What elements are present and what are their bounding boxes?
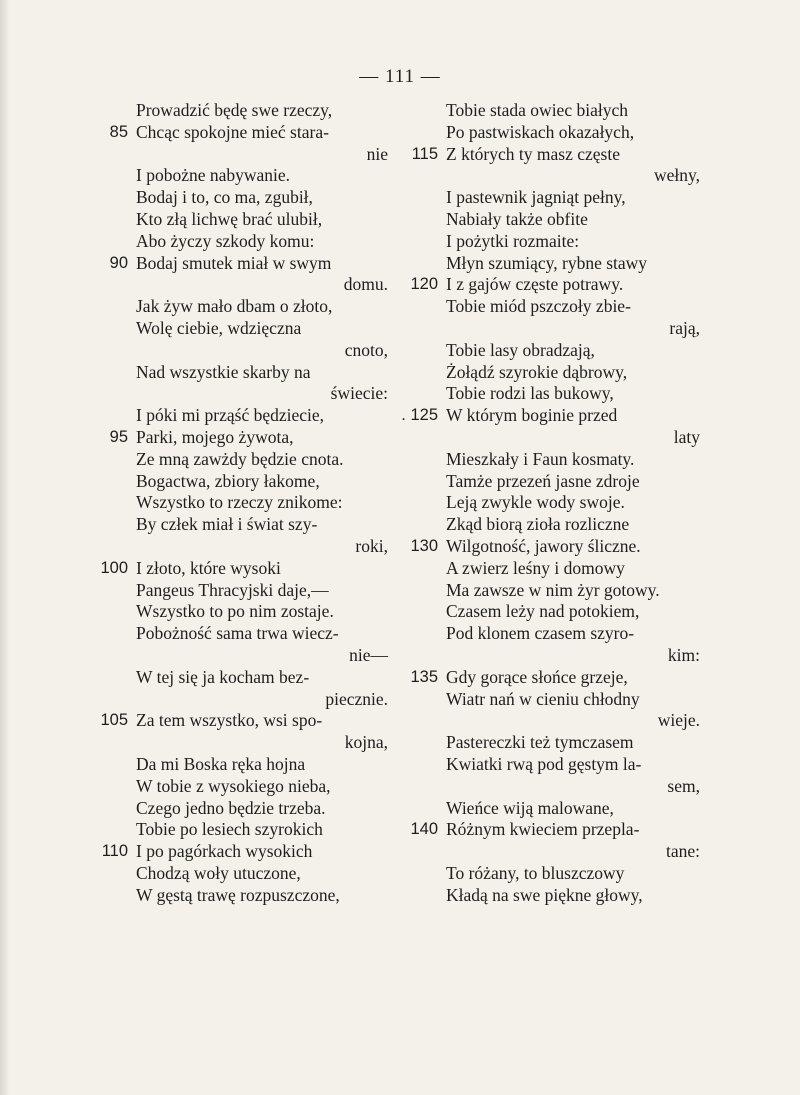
line-number: 140 (410, 820, 438, 839)
verse-line (398, 536, 700, 558)
verse-text: I z gajów częste potrawy. (446, 274, 624, 295)
verse-line (88, 667, 388, 689)
verse-text: Chcąc spokojne mieć stara- (136, 121, 329, 142)
verse-text: sem, (667, 775, 700, 796)
verse-line (398, 492, 700, 514)
verse-line (398, 580, 700, 602)
verse-text: Tobie lasy obradzają, (446, 339, 595, 360)
verse-text: I po pagórkach wysokich (136, 841, 313, 862)
verse-line (88, 863, 388, 885)
verse-text: Jak żyw mało dbam o złoto, (136, 296, 333, 317)
verse-text: Zkąd biorą zioła rozliczne (446, 514, 630, 535)
verse-line (398, 318, 700, 340)
line-number: 110 (101, 842, 128, 861)
verse-line (88, 209, 388, 231)
verse-line (88, 100, 388, 122)
verse-text: świecie: (330, 383, 388, 404)
verse-line (398, 776, 700, 798)
verse-text: piecznie. (325, 688, 388, 709)
verse-text: Ma zawsze w nim żyr gotowy. (446, 579, 660, 600)
verse-text: Tobie stada owiec białych (446, 100, 628, 120)
verse-line (398, 122, 700, 144)
verse-text: Młyn szumiący, rybne stawy (446, 252, 648, 273)
verse-text: Kładą na swe piękne głowy, (446, 884, 643, 905)
verse-line (398, 209, 700, 231)
verse-text: Bogactwa, zbiory łakome, (136, 470, 320, 491)
verse-text: Wiatr nań w cieniu chłodny (446, 688, 640, 709)
verse-text: Pangeus Thracyjski daje,— (136, 579, 329, 600)
verse-text: To różany, to bluszczowy (446, 862, 625, 883)
verse-line (398, 471, 700, 493)
verse-text: I pobożne nabywanie. (136, 165, 291, 186)
verse-text: Prowadzić będę swe rzeczy, (136, 100, 333, 120)
verse-text: Abo życzy szkody komu: (136, 230, 315, 251)
verse-line (88, 471, 388, 493)
verse-line (398, 514, 700, 536)
line-number: 130 (410, 536, 438, 555)
verse-text: Leją zwykle wody swoje. (446, 492, 625, 513)
verse-text: Gdy gorące słońce grzeje, (446, 666, 628, 687)
verse-text: laty (673, 426, 700, 447)
right-column (398, 100, 700, 906)
verse-line (88, 427, 388, 449)
verse-line (398, 689, 700, 711)
verse-text: W tej się ja kocham bez- (136, 666, 310, 687)
verse-text: Za tem wszystko, wsi spo- (136, 710, 323, 731)
verse-line (88, 253, 388, 275)
verse-line (88, 623, 388, 645)
verse-text: kojna, (344, 732, 388, 753)
verse-line (398, 558, 700, 580)
verse-line (88, 340, 388, 362)
verse-line (398, 841, 700, 863)
verse-text: Ze mną zawżdy będzie cnota. (136, 448, 344, 469)
verse-line (88, 754, 388, 776)
verse-line (398, 885, 700, 907)
line-number: . 125 (401, 406, 438, 425)
verse-line (398, 296, 700, 318)
verse-text: roki, (355, 535, 388, 556)
page-edge-shadow (0, 0, 10, 1095)
verse-text: Parki, mojego żywota, (136, 426, 294, 447)
verse-text: Da mi Boska ręka hojna (136, 753, 306, 774)
verse-line (88, 710, 388, 732)
page-number: — 111 — (359, 66, 441, 87)
verse-text: W tobie z wysokiego nieba, (136, 775, 331, 796)
verse-text: Żołądź szyrokie dąbrowy, (446, 361, 628, 382)
verse-line (398, 819, 700, 841)
verse-line (88, 187, 388, 209)
verse-text: Pod klonem czasem szyro- (446, 623, 635, 644)
verse-text: Nabiały także obfite (446, 208, 588, 229)
verse-line (88, 798, 388, 820)
verse-text: Kwiatki rwą pod gęstym la- (446, 753, 642, 774)
verse-line (88, 362, 388, 384)
verse-text: Pastereczki też tymczasem (446, 732, 634, 753)
verse-line (398, 253, 700, 275)
verse-text: Bodaj smutek miał w swym (136, 252, 332, 273)
verse-text: rają, (669, 317, 700, 338)
verse-line (88, 580, 388, 602)
verse-line (398, 710, 700, 732)
verse-text: I złoto, które wysoki (136, 557, 281, 578)
line-number: 115 (411, 144, 438, 163)
line-number: 135 (410, 667, 438, 686)
verse-text: Różnym kwieciem przepla- (446, 819, 640, 840)
verse-line (398, 165, 700, 187)
verse-text: I pożytki rozmaite: (446, 230, 580, 251)
verse-line (88, 645, 388, 667)
verse-line (88, 732, 388, 754)
verse-text: Chodzą woły utuczone, (136, 862, 301, 883)
verse-line (88, 405, 388, 427)
verse-text: Kto złą lichwę brać ulubił, (136, 208, 323, 229)
verse-line (88, 144, 388, 166)
verse-line (398, 187, 700, 209)
verse-text: wieje. (657, 710, 700, 731)
line-number: 105 (100, 711, 128, 730)
verse-line (88, 449, 388, 471)
verse-line (398, 449, 700, 471)
line-number: 100 (100, 558, 128, 577)
verse-text: Tamże przezeń jasne zdroje (446, 470, 640, 491)
verse-line (398, 863, 700, 885)
verse-line (398, 427, 700, 449)
verse-text: Nad wszystkie skarby na (136, 361, 311, 382)
verse-line (398, 144, 700, 166)
verse-line (88, 536, 388, 558)
verse-text: Mieszkały i Faun kosmaty. (446, 448, 635, 469)
verse-text: W gęstą trawę rozpuszczone, (136, 884, 340, 905)
verse-text: Wilgotność, jawory śliczne. (446, 535, 641, 556)
verse-line (88, 819, 388, 841)
verse-line (398, 645, 700, 667)
verse-text: nie— (349, 644, 388, 665)
verse-text: Czego jedno będzie trzeba. (136, 797, 326, 818)
verse-text: cnoto, (344, 339, 388, 360)
verse-line (88, 558, 388, 580)
verse-line (398, 601, 700, 623)
verse-text: Czasem leży nad potokiem, (446, 601, 640, 622)
verse-text: A zwierz leśny i domowy (446, 557, 625, 578)
verse-line (398, 623, 700, 645)
verse-text: tane: (665, 841, 700, 862)
verse-text: I póki mi prząść będziecie, (136, 405, 325, 426)
verse-text: Wszystko to po nim zostaje. (136, 601, 334, 622)
verse-line (398, 231, 700, 253)
line-number: 90 (109, 253, 128, 272)
verse-line (88, 601, 388, 623)
verse-line (88, 514, 388, 536)
verse-text: I pastewnik jagniąt pełny, (446, 187, 626, 208)
verse-line (88, 492, 388, 514)
line-number: 85 (109, 122, 128, 141)
verse-text: Pobożność sama trwa wiecz- (136, 623, 339, 644)
verse-line (398, 732, 700, 754)
verse-text: Po pastwiskach okazałych, (446, 121, 635, 142)
verse-line (88, 689, 388, 711)
verse-line (398, 798, 700, 820)
verse-text: Wolę ciebie, wdzięczna (136, 317, 302, 338)
verse-line (88, 776, 388, 798)
verse-text: Bodaj i to, co ma, zgubił, (136, 187, 313, 208)
verse-line (398, 754, 700, 776)
verse-line (398, 340, 700, 362)
verse-line (88, 274, 388, 296)
verse-line (88, 231, 388, 253)
verse-line (398, 362, 700, 384)
left-column (88, 100, 388, 906)
verse-line (88, 122, 388, 144)
verse-text: Z których ty masz częste (446, 143, 620, 164)
verse-line (398, 100, 700, 122)
verse-text: domu. (343, 274, 388, 295)
verse-text: By człek miał i świat szy- (136, 514, 318, 535)
verse-line (398, 405, 700, 427)
verse-text: nie (366, 143, 388, 164)
verse-line (88, 885, 388, 907)
verse-line (398, 274, 700, 296)
verse-line (398, 383, 700, 405)
verse-line (88, 165, 388, 187)
verse-text: wełny, (653, 165, 700, 186)
verse-line (88, 296, 388, 318)
verse-line (88, 318, 388, 340)
verse-text: Wszystko to rzeczy znikome: (136, 492, 343, 513)
verse-text: Wieńce wiją malowane, (446, 797, 614, 818)
verse-text: Tobie po lesiech szyrokich (136, 819, 323, 840)
verse-text: W którym boginie przed (446, 405, 618, 426)
verse-text: Tobie miód pszczoły zbie- (446, 296, 631, 317)
verse-text: Tobie rodzi las bukowy, (446, 383, 614, 404)
verse-line (398, 667, 700, 689)
verse-text: kim: (667, 644, 700, 665)
verse-line (88, 841, 388, 863)
verse-line (88, 383, 388, 405)
line-number: 120 (410, 275, 438, 294)
line-number: 95 (109, 427, 128, 446)
